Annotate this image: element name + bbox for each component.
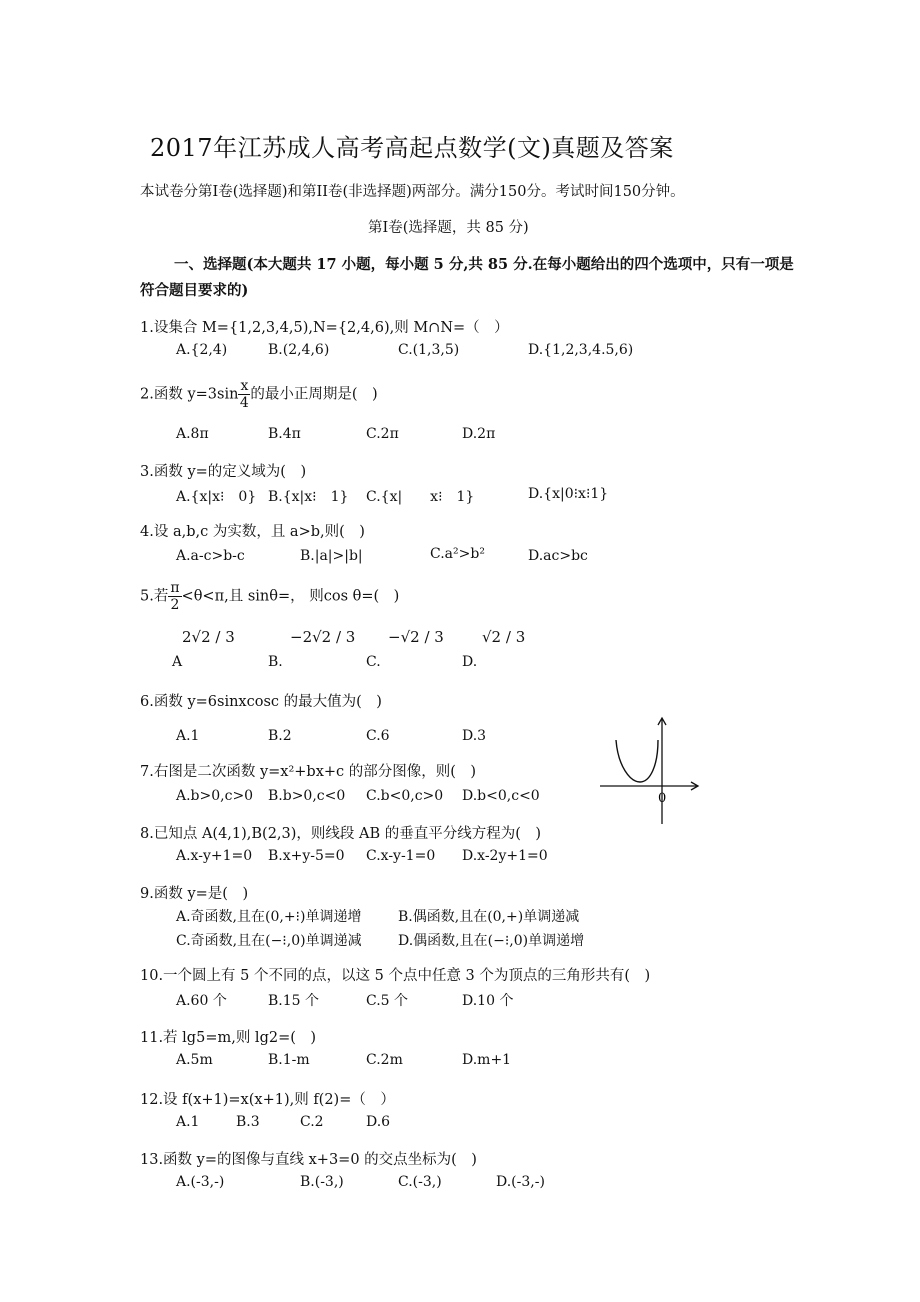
q5-option-b: B.: [268, 654, 283, 670]
q5-option-c: C.: [366, 654, 381, 670]
q12-option-d: D.6: [366, 1114, 391, 1130]
q5-option-d: D.: [462, 654, 478, 670]
q12-option-c: C.2: [300, 1114, 324, 1130]
q2-option-a: A.8π: [176, 426, 209, 442]
q8-option-a: A.x-y+1=0: [176, 848, 253, 864]
q10-option-d: D.10 个: [462, 993, 514, 1009]
q10-option-b: B.15 个: [268, 993, 320, 1009]
q4-option-c: C.a²>b²: [430, 546, 485, 562]
q2-option-c: C.2π: [366, 426, 399, 442]
intro-text: 本试卷分第I卷(选择题)和第II卷(非选择题)两部分。满分150分。考试时间150分钟。: [140, 184, 685, 200]
q8-option-c: C.x-y-1=0: [366, 848, 436, 864]
q11-option-c: C.2m: [366, 1052, 403, 1068]
q8-option-b: B.x+y-5=0: [268, 848, 345, 864]
q5-stem-b: <θ<π,且 sinθ=， 则cos θ=( ): [181, 588, 400, 605]
question-11: 11.若 lg5=m,则 lg2=( ): [140, 1030, 317, 1046]
q2-fraction: [238, 378, 250, 411]
q11-option-b: B.1-m: [268, 1052, 310, 1068]
q2-stem-b: 的最小正周期是( ): [250, 386, 378, 403]
q5-option-c-value: −√2 / 3: [388, 628, 444, 646]
question-8: 8.已知点 A(4,1),B(2,3)，则线段 AB 的垂直平分线方程为( ): [140, 826, 542, 842]
question-1: 1.设集合 M={1,2,3,4,5),N={2,4,6),则 M∩N=（ ）: [140, 320, 509, 336]
q12-option-b: B.3: [236, 1114, 260, 1130]
q5-stem-a: 5.若: [140, 588, 169, 605]
q5-option-b-value: −2√2 / 3: [290, 628, 356, 646]
q7-option-b: B.b>0,c<0: [268, 788, 346, 804]
graph-parabola-curve: [616, 740, 658, 782]
q8-option-d: D.x-2y+1=0: [462, 848, 548, 864]
q5-option-a-value: 2√2 / 3: [182, 628, 235, 646]
q1-option-c: C.(1,3,5): [398, 342, 460, 358]
q4-option-b: B.|a|>|b|: [300, 548, 363, 564]
graph-origin-label: 0: [658, 791, 667, 806]
page-title: 2017年江苏成人高考高起点数学(文)真题及答案: [150, 134, 674, 162]
part-title: 第Ⅰ卷(选择题，共 85 分): [368, 220, 529, 236]
q6-option-d: D.3: [462, 728, 487, 744]
q13-option-b: B.(-3,): [300, 1174, 344, 1190]
q1-option-d: D.{1,2,3,4.5,6): [528, 342, 634, 358]
q6-option-c: C.6: [366, 728, 390, 744]
q10-option-c: C.5 个: [366, 993, 409, 1009]
q2-frac-den: 4: [239, 395, 249, 411]
q3-option-a: A.{x|x⁝ 0}: [176, 489, 257, 505]
question-12: 12.设 f(x+1)=x(x+1),则 f(2)=（ ）: [140, 1092, 395, 1108]
question-4: 4.设 a,b,c 为实数，且 a>b,则( ): [140, 524, 365, 540]
question-9: 9.函数 y=是( ): [140, 886, 249, 902]
q2-option-b: B.4π: [268, 426, 301, 442]
q7-option-d: D.b<0,c<0: [462, 788, 540, 804]
q4-option-d: D.ac>bc: [528, 548, 588, 564]
q5-option-a: A: [172, 654, 183, 670]
section-heading: 一、选择题(本大题共 17 小题，每小题 5 分,共 85 分.在每小题给出的四个选项中，只有一项是符合题目要求的): [140, 256, 794, 299]
q11-option-d: D.m+1: [462, 1052, 512, 1068]
question-5: [140, 580, 399, 613]
q3-option-c: C.{x| x⁝ 1}: [366, 489, 475, 505]
q13-option-c: C.(-3,): [398, 1174, 442, 1190]
q4-option-a: A.a-c>b-c: [176, 548, 245, 564]
q10-option-a: A.60 个: [176, 993, 227, 1009]
q2-stem-a: 2.函数 y=3sin: [140, 386, 239, 403]
q9-option-d: D.偶函数,且在(−⁝,0)单调递增: [398, 933, 585, 949]
q5-frac-den: 2: [170, 597, 180, 613]
q9-option-b: B.偶函数,且在(0,+)单调递减: [398, 909, 580, 925]
question-10: 10.一个圆上有 5 个不同的点，以这 5 个点中任意 3 个为顶点的三角形共有( ): [140, 968, 651, 984]
q7-option-a: A.b>0,c>0: [176, 788, 254, 804]
q3-option-d: D.{x|0⁝x⁝1}: [528, 486, 609, 502]
q3-option-b: B.{x|x⁝ 1}: [268, 489, 349, 505]
q12-option-a: A.1: [176, 1114, 200, 1130]
q9-option-c: C.奇函数,且在(−⁝,0)单调递减: [176, 933, 362, 949]
q2-frac-num: x: [240, 378, 249, 394]
question-7: 7.右图是二次函数 y=x²+bx+c 的部分图像，则( ): [140, 764, 477, 780]
q9-option-a: A.奇函数,且在(0,+⁝)单调递增: [176, 909, 362, 925]
q13-option-d: D.(-3,-): [496, 1174, 545, 1190]
question-2: [140, 378, 378, 411]
parabola-graph: [600, 716, 700, 826]
q7-option-c: C.b<0,c>0: [366, 788, 444, 804]
q6-option-a: A.1: [176, 728, 200, 744]
q5-frac-num: π: [170, 580, 180, 596]
q5-fraction: [168, 580, 181, 613]
question-6: 6.函数 y=6sinxcosc 的最大值为( ): [140, 694, 382, 710]
q1-option-a: A.{2,4): [176, 342, 228, 358]
question-3: 3.函数 y=的定义域为( ): [140, 464, 307, 480]
q13-option-a: A.(-3,-): [176, 1174, 225, 1190]
q5-option-d-value: √2 / 3: [482, 628, 526, 646]
q6-option-b: B.2: [268, 728, 292, 744]
question-13: 13.函数 y=的图像与直线 x+3=0 的交点坐标为( ): [140, 1152, 477, 1168]
q2-option-d: D.2π: [462, 426, 496, 442]
q1-option-b: B.(2,4,6): [268, 342, 330, 358]
q11-option-a: A.5m: [176, 1052, 213, 1068]
